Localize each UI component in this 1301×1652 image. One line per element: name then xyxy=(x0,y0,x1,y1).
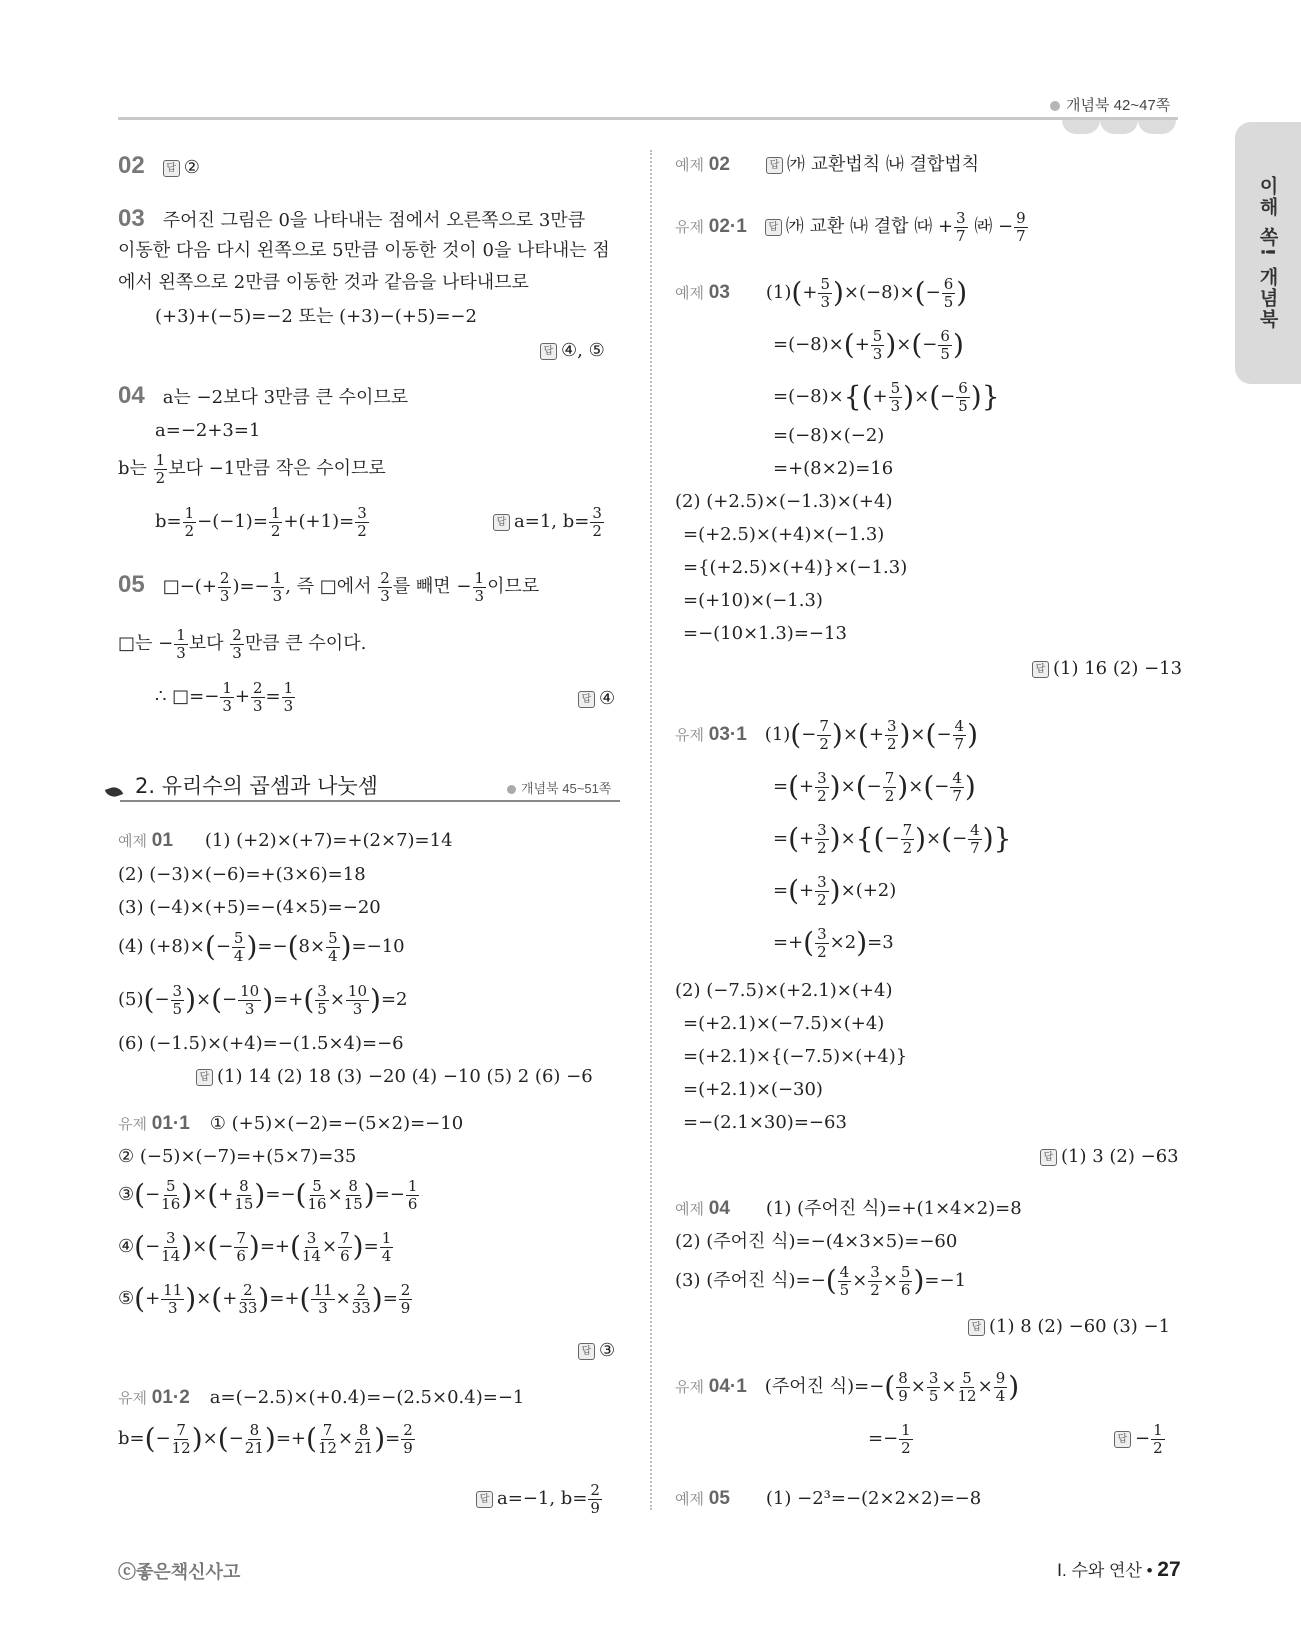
equation: (3) (−4)×(+5)=−(4×5)=−20 xyxy=(118,897,381,918)
answer-icon: 답 xyxy=(968,1319,985,1336)
example-05: 예제 05 (1) −2³=−(2×2×2)=−8 xyxy=(675,1488,982,1509)
equation: ∴ □=− $\frac{1}{3}$ + $\frac{2}{3}$ = $\frac{1}{3}$ xyxy=(155,679,294,715)
answer: 답 − $\frac{1}{2}$ xyxy=(1114,1422,1166,1456)
exercise-03-1: 유제 03·1 (1)(− $\frac{7}{2}$ )×(+ $\frac{3}{2}$ )×(− $\frac{4}{7}$ ) xyxy=(675,717,979,753)
fraction: $\frac{3}{2}$ xyxy=(592,504,602,540)
example-04: 예제 04 (1) (주어진 식)=+(1×4×2)=8 xyxy=(675,1198,1022,1219)
fraction: $\frac{1}{2}$ xyxy=(270,504,281,540)
equation: =−(2.1×30)=−63 xyxy=(683,1112,847,1133)
answer: 답 ④ xyxy=(578,688,615,710)
section-rule xyxy=(120,800,620,802)
answer-icon: 답 xyxy=(578,691,595,708)
example-02: 예제 02 답 ㈎ 교환법칙 ㈏ 결합법칙 xyxy=(675,154,980,175)
equation: b=(− $\frac{7}{12}$ )×(− $\frac{8}{21}$ )=+( $\frac{7}{12}$ × $\frac{8}{21}$ )= $\frac{2}{9}$ xyxy=(118,1421,413,1457)
equation: b= $\frac{1}{2}$ −(−1)= $\frac{1}{2}$ +(+1)= $\frac{3}{2}$ xyxy=(155,504,367,540)
equation: =+(8×2)=16 xyxy=(773,458,894,479)
text-line: b는 $\frac{1}{2}$ 보다 −1만큼 작은 수이므로 xyxy=(118,451,386,487)
answer: 답 a=1, b= $\frac{3}{2}$ xyxy=(493,505,605,539)
equation: (2) (+2.5)×(−1.3)×(+4) xyxy=(675,491,893,512)
equation: =(−8)×(+ $\frac{5}{3}$ )×(− $\frac{6}{5}$ ) xyxy=(773,327,964,363)
example-03: 예제 03 (1)(+ $\frac{5}{3}$ )×(−8)×(− $\frac{6}{5}$ ) xyxy=(675,275,968,311)
text-line: 에서 왼쪽으로 2만큼 이동한 것과 같음을 나타내므로 xyxy=(118,272,529,293)
bullet-icon xyxy=(507,785,516,794)
exercise-01-2: 유제 01·2 a=(−2.5)×(+0.4)=−(2.5×0.4)=−1 xyxy=(118,1387,525,1408)
page-footer: Ⅰ. 수와 연산 • 27 xyxy=(1057,1558,1181,1581)
equation: =(+ $\frac{3}{2}$ )×(+2) xyxy=(773,873,897,909)
text-line: 이동한 다음 다시 왼쪽으로 5만큼 이동한 것이 0을 나타내는 점 xyxy=(118,240,610,261)
answer-icon: 답 xyxy=(1040,1149,1057,1166)
answer-icon: 답 xyxy=(540,343,557,360)
answer-icon: 답 xyxy=(163,160,180,177)
publisher-logo: ⓒ좋은책신사고 xyxy=(118,1562,241,1582)
answer-icon: 답 xyxy=(1114,1431,1131,1448)
problem-02: 02 답 ② xyxy=(118,152,200,179)
equation: (+3)+(−5)=−2 또는 (+3)−(+5)=−2 xyxy=(155,306,477,327)
equation: (2) (−3)×(−6)=+(3×6)=18 xyxy=(118,864,366,885)
text-line: □는 − $\frac{1}{3}$ 보다 $\frac{2}{3}$ 만큼 큰 수이다. xyxy=(118,626,367,662)
answer: 답 (1) 3 (2) −63 xyxy=(1040,1146,1179,1168)
equation: =(+2.1)×(−7.5)×(+4) xyxy=(683,1013,885,1034)
equation: ⑤(+ $\frac{11}{3}$ )×(+ $\frac{2}{33}$ )=+( $\frac{11}{3}$ × $\frac{2}{33}$ )= $\frac{2}{9}$ xyxy=(118,1281,411,1317)
equation: ② (−5)×(−7)=+(5×7)=35 xyxy=(118,1146,357,1167)
answer: 답 ④, ⑤ xyxy=(540,340,605,362)
equation: (2) (−7.5)×(+2.1)×(+4) xyxy=(675,980,893,1001)
header-scallop xyxy=(1138,120,1176,134)
header-rule xyxy=(118,117,1178,120)
equation: (5)(− $\frac{3}{5}$ )×(− $\frac{10}{3}$ )=+( $\frac{3}{5}$ × $\frac{10}{3}$ )=2 xyxy=(118,982,408,1018)
equation: a=−2+3=1 xyxy=(155,420,261,441)
equation: =(+2.1)×(−30) xyxy=(683,1079,823,1100)
exercise-02-1: 유제 02·1 답 ㈎ 교환 ㈏ 결합 ㈐ + $\frac{3}{7}$ ㈑ − $\frac{9}{7}$ xyxy=(675,209,1026,245)
equation: =(−8)×(−2) xyxy=(773,425,885,446)
equation: ④(− $\frac{3}{14}$ )×(− $\frac{7}{6}$ )=+( $\frac{3}{14}$ × $\frac{7}{6}$ )= $\frac{1}{4}$ xyxy=(118,1229,392,1265)
equation: (4) (+8)×(− $\frac{5}{4}$ )=−(8× $\frac{5}{4}$ )=−10 xyxy=(118,929,405,965)
answer: 답 ③ xyxy=(578,1340,615,1362)
equation: (6) (−1.5)×(+4)=−(1.5×4)=−6 xyxy=(118,1033,404,1054)
problem-04: 04 a는 −2보다 3만큼 큰 수이므로 xyxy=(118,382,409,409)
equation: =(+2.1)×{(−7.5)×(+4)} xyxy=(683,1046,908,1067)
answer-icon: 답 xyxy=(1032,661,1049,678)
section-title: 2. 유리수의 곱셈과 나눗셈 xyxy=(135,774,378,798)
equation: =+( $\frac{3}{2}$ ×2)=3 xyxy=(773,925,894,961)
fraction: $\frac{1}{2}$ xyxy=(184,504,195,540)
header-scallop xyxy=(1100,120,1138,134)
answer-icon: 답 xyxy=(196,1069,213,1086)
exercise-01-1: 유제 01·1 ① (+5)×(−2)=−(5×2)=−10 xyxy=(118,1113,464,1134)
problem-05: 05 □−(+ $\frac{2}{3}$ )=− $\frac{1}{3}$ , 즉 □에서 $\frac{2}{3}$ 를 빼면 − $\frac{1}{3}$ 이므로 xyxy=(118,569,540,605)
equation: ={(+2.5)×(+4)}×(−1.3) xyxy=(683,557,908,578)
header-scallop xyxy=(1062,120,1100,134)
equation: =− $\frac{1}{2}$ xyxy=(868,1421,911,1457)
answer-icon: 답 xyxy=(493,514,510,531)
leaf-icon xyxy=(105,785,123,800)
page-number: 27 xyxy=(1157,1558,1181,1581)
answer-icon: 답 xyxy=(765,219,782,236)
bullet-icon xyxy=(1050,101,1060,111)
answer: 답 (1) 16 (2) −13 xyxy=(1032,658,1182,680)
equation: (3) (주어진 식)=−( $\frac{4}{5}$ × $\frac{3}{2}$ × $\frac{5}{6}$ )=−1 xyxy=(675,1263,967,1299)
equation: =(−8)×{(+ $\frac{5}{3}$ )×(− $\frac{6}{5}$ )} xyxy=(773,379,1000,415)
answer-icon: 답 xyxy=(766,157,783,174)
answer-icon: 답 xyxy=(578,1343,595,1360)
equation: (2) (주어진 식)=−(4×3×5)=−60 xyxy=(675,1231,958,1252)
exercise-04-1: 유제 04·1 (주어진 식)=−( $\frac{8}{9}$ × $\frac{3}{5}$ × $\frac{5}{12}$ × $\frac{9}{4}$ ) xyxy=(675,1369,1020,1405)
answer: 답 a=−1, b= $\frac{2}{9}$ xyxy=(476,1482,603,1516)
answer: 답 (1) 8 (2) −60 (3) −1 xyxy=(968,1316,1170,1338)
equation: =−(10×1.3)=−13 xyxy=(683,623,847,644)
fraction: $\frac{1}{2}$ xyxy=(155,451,166,487)
side-tab: 이해 쏙! 개념북 xyxy=(1235,122,1301,384)
header-reference: 개념북 42~47쪽 xyxy=(1050,94,1170,115)
example-01: 예제 01 (1) (+2)×(+7)=+(2×7)=14 xyxy=(118,830,453,851)
equation: ③(− $\frac{5}{16}$ )×(+ $\frac{8}{15}$ )=−( $\frac{5}{16}$ × $\frac{8}{15}$ )=− $\frac{1}{6}$ xyxy=(118,1177,418,1213)
problem-03: 03 주어진 그림은 0을 나타내는 점에서 오른쪽으로 3만큼 xyxy=(118,205,586,232)
fraction: $\frac{3}{2}$ xyxy=(357,504,367,540)
section-reference: 개념북 45~51쪽 xyxy=(507,778,611,797)
equation: =(+10)×(−1.3) xyxy=(683,590,823,611)
answer-icon: 답 xyxy=(476,1491,493,1508)
column-divider xyxy=(650,150,652,1510)
equation: =(+2.5)×(+4)×(−1.3) xyxy=(683,524,885,545)
answer: 답 (1) 14 (2) 18 (3) −20 (4) −10 (5) 2 (6) −6 xyxy=(196,1066,593,1088)
equation: =(+ $\frac{3}{2}$ )×{(− $\frac{7}{2}$ )×(− $\frac{4}{7}$ )} xyxy=(773,821,1012,857)
equation: =(+ $\frac{3}{2}$ )×(− $\frac{7}{2}$ )×(− $\frac{4}{7}$ ) xyxy=(773,769,976,805)
